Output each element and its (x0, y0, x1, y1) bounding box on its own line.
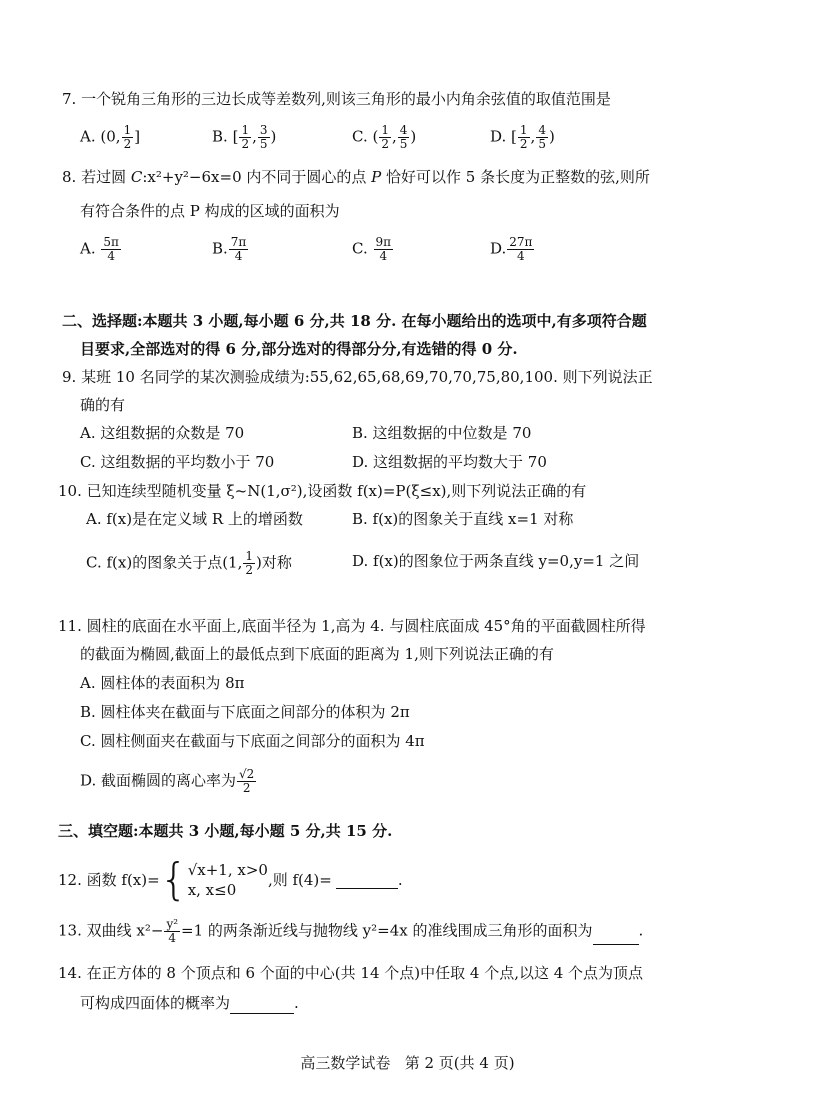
q7-d-n1: 1 (519, 123, 528, 137)
q12-period: . (397, 871, 403, 889)
q11-option-b: B. 圆柱体夹在截面与下底面之间部分的体积为 2π (80, 703, 410, 721)
q7-b-frac2 (258, 124, 270, 151)
q8-a-frac (101, 236, 121, 263)
q12 (58, 850, 403, 910)
q8-option-c (352, 236, 394, 263)
q8-d-label: D. (490, 239, 507, 258)
q8-b-den: 4 (234, 249, 243, 263)
page-footer: 高三数学试卷 第 2 页(共 4 页) (300, 1054, 515, 1072)
q12-case1: √x+1, x>0 (187, 861, 268, 879)
section2-heading-line1: 二、选择题:本题共 3 小题,每小题 6 分,共 18 分. 在每小题给出的选项中,有多项符合题 (62, 312, 647, 330)
section3-heading: 三、填空题:本题共 3 小题,每小题 5 分,共 15 分. (58, 822, 393, 840)
q13-num: y² (166, 917, 179, 931)
q12-pre: 12. 函数 f(x)= (58, 871, 160, 889)
q8-s1c: :x²+y²−6x=0 内不同于圆心的点 (142, 168, 372, 186)
q8-a-den: 4 (107, 249, 115, 263)
q8-b-frac (229, 236, 249, 263)
q7-option-b: B. [ $\frac{1}{2}$ , $\frac{3}{5}$ ) (212, 123, 277, 151)
q8-d-den: 4 (517, 249, 525, 263)
q7-b-d2: 5 (259, 137, 268, 151)
q10-c-post: )对称 (256, 553, 292, 572)
q10-c-den: 2 (245, 563, 253, 577)
q8-s1d: P (371, 168, 382, 186)
q11-d-frac (237, 768, 256, 795)
q8-s1e: 恰好可以作 5 条长度为正整数的弦,则所 (381, 168, 650, 186)
q7-d-left: [ (511, 127, 517, 146)
q7-c-frac2 (398, 124, 410, 151)
q7-option-d: D. [ $\frac{1}{2}$ , $\frac{4}{5}$ ) (490, 123, 555, 151)
q9-option-d: D. 这组数据的平均数大于 70 (352, 453, 547, 471)
q13-frac (164, 918, 180, 945)
q8-d-frac (507, 236, 534, 263)
q12-post: ,则 f(4)= (267, 871, 332, 889)
q7-c-n1: 1 (381, 123, 389, 137)
q7-b-right: ) (270, 127, 277, 146)
q7-c-right: ) (410, 127, 417, 146)
q14-stem-line1: 14. 在正方体的 8 个顶点和 6 个面的中心(共 14 个点)中任取 4 个点,以这 4 个点为顶点 (58, 964, 644, 982)
q14-period: . (294, 994, 299, 1012)
q12-brace: { (159, 854, 188, 905)
q13-answer-blank[interactable] (593, 928, 639, 945)
q7-a-den: 2 (123, 137, 132, 151)
q7-d-right: ) (548, 127, 555, 146)
q9-stem-line1: 9. 某班 10 名同学的某次测验成绩为:55,62,65,68,69,70,70,75,80,100. 则下列说法正 (62, 368, 653, 386)
q13-period: . (638, 921, 644, 940)
q8-c-num: 9π (375, 235, 392, 249)
q8-option-b (212, 236, 249, 263)
q11-option-a: A. 圆柱体的表面积为 8π (80, 674, 245, 692)
q7-c-d2: 5 (399, 137, 408, 151)
q7-a-num: 1 (123, 123, 132, 137)
q11-stem-line1: 11. 圆柱的底面在水平面上,底面半径为 1,高为 4. 与圆柱底面成 45°角的平面截圆柱所得 (58, 617, 646, 635)
q8-option-d (490, 236, 535, 263)
q7-c-d1: 2 (381, 137, 389, 151)
section2-heading-line2: 目要求,全部选对的得 6 分,部分选对的得部分分,有选错的得 0 分. (80, 340, 518, 358)
q7-b-n1: 1 (241, 123, 250, 137)
q7-b-label: B. (212, 127, 228, 146)
q10-option-d: D. f(x)的图象位于两条直线 y=0,y=1 之间 (352, 552, 640, 570)
q7-d-d2: 5 (538, 137, 546, 151)
q12-answer-blank[interactable] (336, 872, 398, 889)
q8-d-num: 27π (509, 235, 533, 249)
q8-option-a (80, 236, 122, 263)
q11-option-c: C. 圆柱侧面夹在截面与下底面之间部分的面积为 4π (80, 732, 425, 750)
q7-a-label: A. (80, 127, 96, 146)
q14-answer-blank[interactable] (230, 997, 294, 1014)
q7-option-c: C. ( $\frac{1}{2}$ , $\frac{4}{5}$ ) (352, 123, 417, 151)
q7-a-right: ] (134, 127, 141, 146)
q9-stem-line2: 确的有 (80, 396, 126, 414)
q10-option-a: A. f(x)是在定义域 R 上的增函数 (86, 510, 303, 528)
q10-c-frac (243, 550, 255, 577)
q13-post: =1 的两条渐近线与抛物线 y²=4x 的准线围成三角形的面积为 (181, 921, 593, 940)
q7-a-left: (0, (100, 127, 121, 146)
q7-d-frac1 (518, 124, 530, 151)
q11-option-d (80, 768, 257, 795)
q7-c-label: C. (352, 127, 368, 146)
q10-option-b: B. f(x)的图象关于直线 x=1 对称 (352, 510, 574, 528)
q11-d-pre: D. 截面椭圆的离心率为 (80, 771, 237, 790)
q11-d-num: √2 (239, 767, 255, 781)
q7-b-n2: 3 (259, 123, 268, 137)
q9-option-b: B. 这组数据的中位数是 70 (352, 424, 532, 442)
q8-b-num: 7π (230, 235, 247, 249)
q7-b-left: [ (232, 127, 239, 146)
q7-d-frac2 (536, 124, 548, 151)
q8-stem-line2: 有符合条件的点 P 构成的区域的面积为 (80, 202, 340, 220)
q10-option-c (86, 550, 292, 577)
q14-line2-text: 可构成四面体的概率为 (80, 994, 231, 1012)
q8-stem-line1 (62, 166, 650, 188)
q7-stem: 7. 一个锐角三角形的三边长成等差数列,则该三角形的最小内角余弦值的取值范围是 (62, 90, 611, 108)
q7-b-frac1 (239, 124, 251, 151)
q7-b-d1: 2 (241, 137, 250, 151)
q13 (58, 918, 643, 945)
q10-c-num: 1 (245, 549, 253, 563)
q10-stem: 10. 已知连续型随机变量 ξ~N(1,σ²),设函数 f(x)=P(ξ≤x),则下列说法正确的有 (58, 482, 587, 500)
q14-stem-line2 (80, 992, 299, 1014)
q7-c-frac1 (379, 124, 391, 151)
q7-c-n2: 4 (399, 123, 408, 137)
q13-den: 4 (168, 931, 177, 945)
q12-cases (188, 860, 268, 900)
q8-b-label: B. (212, 239, 228, 258)
q8-c-den: 4 (379, 249, 388, 263)
q7-a-frac (122, 124, 134, 151)
q8-s1b: C (130, 168, 143, 186)
q12-case2: x, x≤0 (187, 881, 237, 899)
q13-pre: 13. 双曲线 x²− (58, 921, 164, 940)
q8-a-num: 5π (103, 235, 119, 249)
q8-c-label: C. (352, 239, 368, 258)
q8-c-frac (374, 236, 394, 263)
q9-option-a: A. 这组数据的众数是 70 (80, 424, 245, 442)
q11-d-den: 2 (242, 781, 251, 795)
q7-d-d1: 2 (519, 137, 528, 151)
q7-c-left: ( (372, 127, 379, 146)
q9-option-c: C. 这组数据的平均数小于 70 (80, 453, 275, 471)
q8-a-label: A. (80, 239, 96, 258)
q7-option-a (80, 124, 140, 151)
q10-c-pre: C. f(x)的图象关于点(1, (86, 553, 243, 572)
q8-s1a: 8. 若过圆 (62, 168, 131, 186)
q7-d-label: D. (490, 127, 507, 146)
q7-d-n2: 4 (538, 123, 546, 137)
q11-stem-line2: 的截面为椭圆,截面上的最低点到下底面的距离为 1,则下列说法正确的有 (80, 645, 554, 663)
